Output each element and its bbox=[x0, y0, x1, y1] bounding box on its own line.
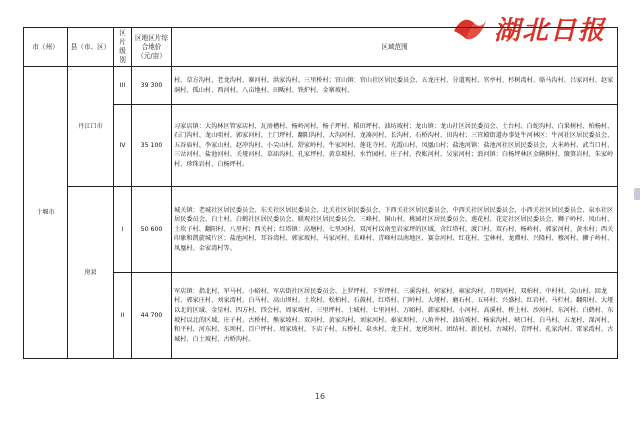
price-cell: 35 100 bbox=[132, 105, 172, 187]
logo-text: 湖北日报 bbox=[494, 15, 607, 46]
header-level: 区片级别 bbox=[114, 28, 132, 67]
side-scroll-handle[interactable] bbox=[634, 188, 640, 200]
table-row bbox=[24, 273, 618, 359]
land-price-table bbox=[23, 27, 618, 359]
county-cell: 房县 bbox=[68, 187, 114, 359]
header-city: 市（州） bbox=[24, 28, 68, 67]
header-county: 县（市、区） bbox=[68, 28, 114, 67]
area-cell: 习家店镇：大沟林区管家店村、瓦房槽村、杨岭河村、杨子坪村、稻田坪村、油坊坡村；龙山镇：龙山社区居民委员会、土台村、白蛇沟村、白果树村、柏杨村、石门沟村、龙山咀村、郭家河村、土门坪村、翻阳沟村、大沟河村、龙凑河村、长沟村、石桥沟村、田沟村；三官殿街道办事处牛河林区：牛河社区居民委员会、五谷庙村、李家山村、赵冲沟村、小尖山村、舒家岭村、牛家河村、莲花寺村、光霞山村、凤凰山村；盐池河镇：盐池河社区居民委员会、大米岭村、武当口村、三岔河村、盐池河村、关垭河村、草庙沟村、孔家坪村、黄草坡村、水竹园村、庄子村、孜帐河村、吴家河村；浪河镇：白杨坪林区金鳝树村、簸箕岩村、朱家岭村、珍珠岩村、白杨坪村。 bbox=[172, 105, 618, 187]
level-cell: II bbox=[114, 273, 132, 359]
area-cell: 城关镇：老城社区居民委员会、东关社区居民委员会、北关社区居民委员会、下西关社区居民委员会、中西关社区居民委员会、小西关社区居民委员会、泉水社区居民委员会、白土村、白鹤社区居民委员会、联观社区居民委员会、三峰村、铜山村、桃园社区居民委员会、莲花村、花定社区居民委员会、狮子岭村、凤山村、土坎子村、翻阳村、八里村；西关村；红塔镇：高塘村、七里河村、双河村以南至岩家坪的区域，含红塔村、渡口村、双石村、杨岭村、郭家河村、黄水村；西关印象和凯旋城片区；盐池河村、耳谷湾村、郭家坡村、马家河村、长峰村、青峰村以南地区、赛金河村、红花村、宝林村、龙潭村、兴隆村、穆河村、狮子岭村、凤凰村、金家湾村等。 bbox=[172, 187, 618, 273]
county-cell: 丹江口市 bbox=[68, 67, 114, 187]
level-cell: IV bbox=[114, 105, 132, 187]
level-cell: III bbox=[114, 67, 132, 105]
area-cell: 村、草方沟村、老龙沟村、寨河村、洪家沟村、三里桥村；官山镇：官山社区居民委员会、五龙庄村、分道观村、官亭村、杉树湾村、骆马沟村、吕家河村、赵家洞村、孤山村、西河村、八亩地村、田畈村、铁炉村、金寨坡村。 bbox=[172, 67, 618, 105]
header-area: 区域范围 bbox=[172, 28, 618, 67]
price-cell: 44 700 bbox=[132, 273, 172, 359]
table-header-row bbox=[24, 28, 618, 67]
price-cell: 39 300 bbox=[132, 67, 172, 105]
table-row bbox=[24, 67, 618, 105]
city-cell: 十堰市 bbox=[24, 67, 68, 359]
area-cell: 军店镇：指北村、军马村、小峪村、军店街社区居民委员会、上罗坪村、下罗坪村、三溪沟村、何家村、雍家沟村、月明河村、双柏村、中村村、尖山村、回龙村、郭家庄村、刘家湾村、白马村、高山坝村、土坎村、松柏村、石鼓村、红塔村、门岭村、大垭村、磨石村、五环村、兴盛村、红岩村、马栏村、翻阳村、大垭以北的区域、金星村、四方村、四会村、周家坡村、三里坪村、土城村、七里河村、万峪村、韩家坡村、小河村、高溪村、桥上村、沙河村、东河村、白鹤村、东坡村以北的区域、庄子村、古桥村、熊家坡村、双河村、黄家沟村、刘家河村、秦家坝村、八角井村、油坊坡村、杨家沟村、峡口村、白马村、五龙村、深河村、和平村、河东村、东坝村、百户坪村、周家坡村、下店子村、五桥村、泉水村、龙王村、龙尾坝村、团结村、新民村、古城村、青坪村、孔家沟村、雷家湾村、古城村、白土坡村、古桥沟村。 bbox=[172, 273, 618, 359]
table-row bbox=[24, 105, 618, 187]
header-price: 区地区片综合地价（元/亩） bbox=[132, 28, 172, 67]
table-row bbox=[24, 187, 618, 273]
page-number: 16 bbox=[314, 392, 326, 401]
price-cell: 50 600 bbox=[132, 187, 172, 273]
level-cell: I bbox=[114, 187, 132, 273]
